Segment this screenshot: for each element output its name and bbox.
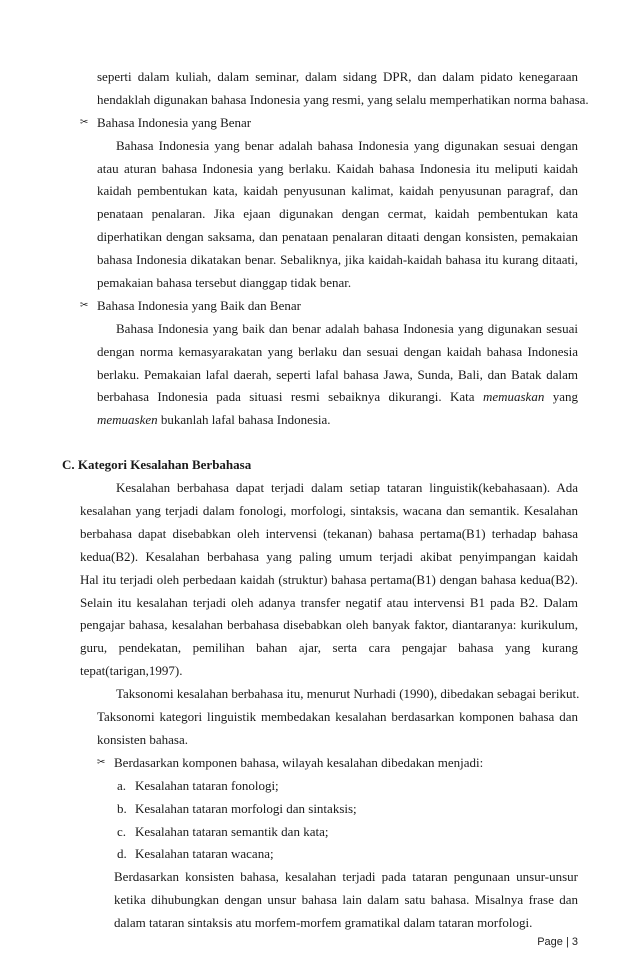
list-text: Kesalahan tataran morfologi dan sintaksis; bbox=[135, 800, 357, 816]
list-key: b. bbox=[117, 800, 127, 816]
text-run: bukanlah lafal bahasa Indonesia. bbox=[157, 412, 331, 428]
paragraph-line: atau aturan bahasa Indonesia yang berlaku. Kaidah bahasa Indonesia itu meliputi kaidah bbox=[97, 160, 578, 176]
list-key: a. bbox=[117, 777, 127, 793]
paragraph-line bbox=[97, 409, 638, 432]
list-item bbox=[117, 798, 638, 821]
paragraph-line: berlaku. Pemakaian lafal daerah, seperti lafal bahasa Jawa, Sunda, Bali, dan Batak dalam bbox=[97, 366, 578, 382]
bullet-item bbox=[80, 295, 638, 318]
list-item bbox=[117, 821, 638, 844]
section-heading: C. Kategori Kesalahan Berbahasa bbox=[62, 457, 252, 473]
paragraph-line: seperti dalam kuliah, dalam seminar, dalam sidang DPR, dan dalam pidato kenegaraan bbox=[97, 69, 578, 84]
paragraph-line: guru, pendekatan, pemilihan bahan ajar, serta cara pengajar bahasa yang kurang bbox=[80, 640, 578, 656]
bullet-label: Berdasarkan konsisten bahasa, kesalahan terjadi pada tataran pengunaan unsur-unsur bbox=[114, 869, 578, 885]
paragraph-line: pemakaian bahasa tersebut dianggap tidak benar. bbox=[97, 275, 352, 291]
list-item bbox=[117, 843, 638, 866]
bullet-label: Bahasa Indonesia yang Benar bbox=[97, 114, 252, 130]
paragraph-line: hendaklah digunakan bahasa Indonesia yang resmi, yang selalu memperhatikan norma bahasa. bbox=[97, 91, 589, 107]
bullet-item bbox=[97, 752, 638, 775]
bullet-item bbox=[80, 112, 638, 135]
page-number: Page | 3 bbox=[537, 936, 578, 948]
paragraph-line: dalam tataran sintaksis atu morfem-morfem gramatikal dalam tataran morfologi. bbox=[114, 915, 533, 931]
text-run: berbahasa Indonesia pada situasi resmi sebaiknya dikurangi. Kata bbox=[97, 389, 483, 405]
list-item bbox=[117, 775, 638, 798]
item-text: Taksonomi kategori linguistik membedakan kesalahan berdasarkan komponen bahasa dan bbox=[97, 709, 578, 725]
paragraph-line: penataan penalaran. Jika ejaan digunakan dengan cermat, kaidah pembentukan kata bbox=[97, 206, 578, 222]
text-run: yang bbox=[552, 389, 578, 405]
bullet-label: Bahasa Indonesia yang Baik dan Benar bbox=[97, 297, 301, 313]
paragraph-line: konsisten bahasa. bbox=[97, 731, 188, 747]
italic-term: memuasken bbox=[97, 412, 158, 428]
paragraph-line: kedua(B2). Kesalahan berbahasa yang paling umum terjadi akibat penyimpangan kaidah bbox=[80, 548, 578, 564]
paragraph-line: dengan norma kemasyarakatan yang berlaku dan sesuai dengan kaidah bahasa Indonesia bbox=[97, 343, 578, 359]
list-key: d. bbox=[117, 846, 127, 862]
paragraph-line: Hal itu terjadi oleh perbedaan kaidah (struktur) bahasa pertama(B1) dengan bahasa kedua(B2). bbox=[80, 571, 578, 587]
list-text: Kesalahan tataran fonologi; bbox=[135, 777, 279, 793]
italic-term: memuaskan bbox=[482, 389, 545, 405]
paragraph-line: bahasa Indonesia dikatakan benar. Sebaliknya, jika kaidah-kaidah bahasa itu kurang ditaati, bbox=[97, 252, 578, 268]
scissors-arrow-icon: ✂ bbox=[80, 299, 89, 311]
bullet-item bbox=[114, 866, 578, 889]
scissors-arrow-icon: ✂ bbox=[97, 756, 106, 768]
paragraph-line: diperhatikan dengan saksama, dan penataan penalaran ditaati dengan konsisten, pemakaian bbox=[97, 229, 578, 245]
paragraph-line bbox=[97, 386, 578, 409]
paragraph-line: kesalahan yang terjadi dalam fonologi, morfologi, sintaksis, wacana dan semantik. Kesalahan bbox=[80, 503, 578, 519]
paragraph-line: berbahasa dapat disebabkan oleh intervensi (tekanan) bahasa pertama(B1) terhadap bahasa bbox=[80, 525, 578, 541]
list-text: Kesalahan tataran semantik dan kata; bbox=[135, 823, 329, 839]
list-key: c. bbox=[117, 823, 127, 839]
paragraph-line: pengajar bahasa, kesalahan berbahasa disebabkan oleh banyak faktor, diantaranya: kurikulum, bbox=[80, 617, 578, 633]
paragraph-line: Bahasa Indonesia yang benar adalah bahasa Indonesia yang digunakan sesuai dengan bbox=[116, 137, 578, 153]
paragraph-line: Selain itu kesalahan terjadi oleh adanya transfer negatif atau intervensi B1 pada B2. Dalam bbox=[80, 594, 578, 610]
scissors-arrow-icon: ✂ bbox=[80, 116, 89, 128]
paragraph-line: Taksonomi kesalahan berbahasa itu, menurut Nurhadi (1990), dibedakan sebagai berikut. bbox=[116, 686, 580, 702]
paragraph-line: kaidah pembentukan kata, kaidah penyusunan kalimat, kaidah penyusunan paragraf, dan bbox=[97, 183, 578, 199]
paragraph-line: tepat(tarigan,1997). bbox=[80, 663, 183, 679]
list-text: Kesalahan tataran wacana; bbox=[135, 846, 274, 862]
bullet-label: Berdasarkan komponen bahasa, wilayah kesalahan dibedakan menjadi: bbox=[114, 754, 484, 770]
paragraph-line: ketika dihubungkan dengan unsur bahasa lain dalam satu bahasa. Misalnya frase dan bbox=[114, 892, 578, 908]
numbered-item bbox=[97, 706, 578, 729]
paragraph-line: Kesalahan berbahasa dapat terjadi dalam setiap tataran linguistik(kebahasaan). Ada bbox=[116, 480, 578, 496]
paragraph-line: Bahasa Indonesia yang baik dan benar adalah bahasa Indonesia yang digunakan sesuai bbox=[116, 320, 578, 336]
